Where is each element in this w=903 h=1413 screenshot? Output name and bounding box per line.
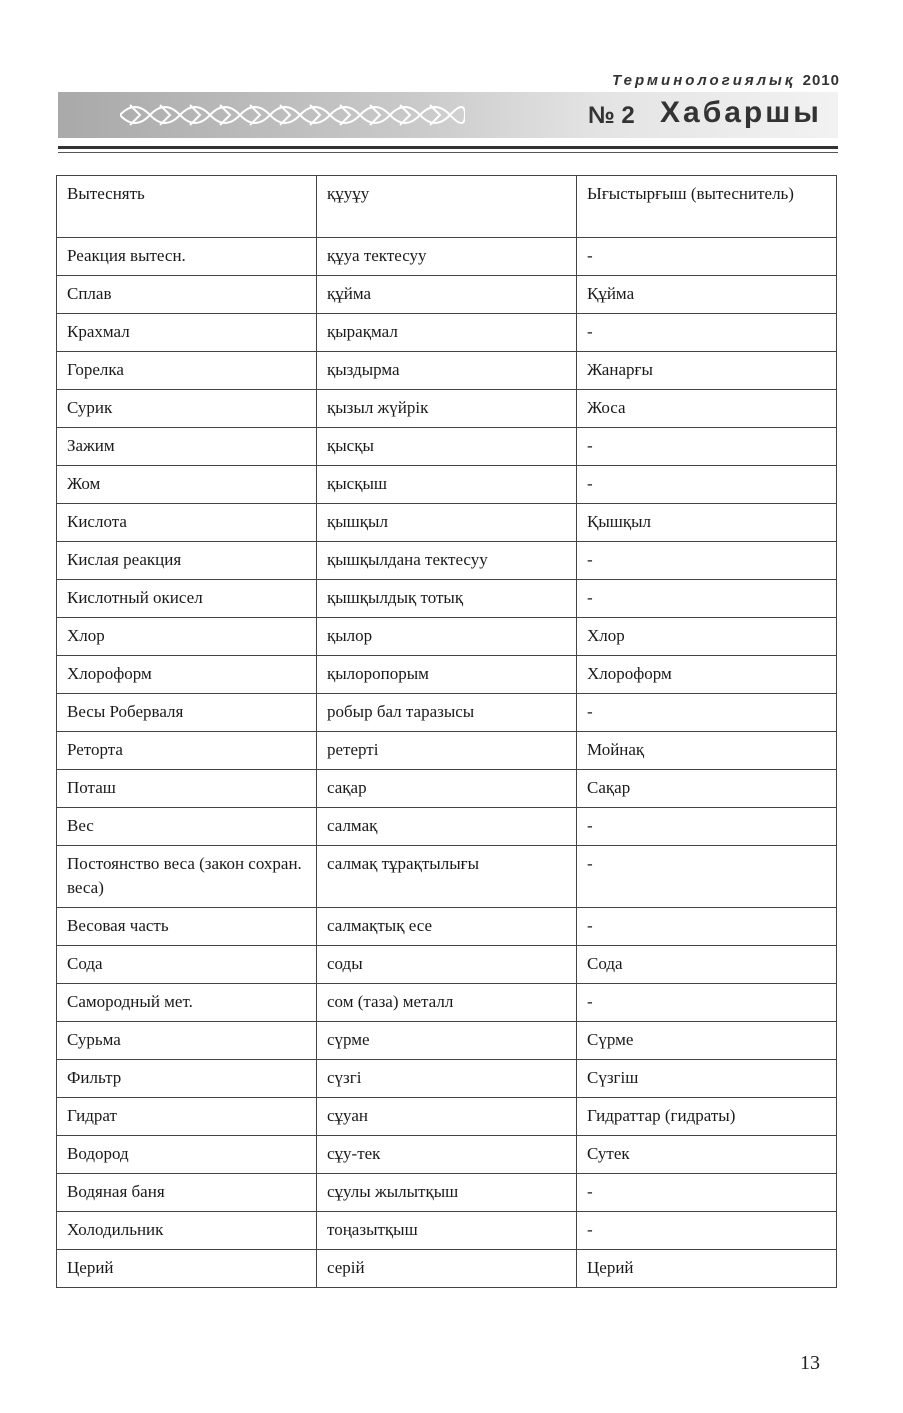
term-kazakh-old: құуа тектесуу [317,238,577,276]
page-number: 13 [800,1352,820,1374]
ornament-pattern-icon [120,97,465,133]
journal-name: Хабаршы [660,96,822,129]
term-kazakh-old: қысқыш [317,466,577,504]
term-kazakh-old: салмақ [317,808,577,846]
term-kazakh-old: сүзгі [317,1060,577,1098]
table-row [57,808,837,846]
term-kazakh-new: Сақар [577,770,837,808]
table-row [57,504,837,542]
table-row [57,908,837,946]
table-row [57,1098,837,1136]
term-kazakh-old: соды [317,946,577,984]
table-row [57,1060,837,1098]
term-kazakh-old: қышқыл [317,504,577,542]
term-kazakh-new: - [577,580,837,618]
table-row [57,1212,837,1250]
term-kazakh-new: - [577,908,837,946]
term-russian: Холодильник [57,1212,317,1250]
table-row [57,176,837,238]
term-russian: Хлор [57,618,317,656]
term-kazakh-new: - [577,1212,837,1250]
term-kazakh-new: - [577,1174,837,1212]
term-russian: Жом [57,466,317,504]
term-russian: Реторта [57,732,317,770]
term-kazakh-old: тоңазытқыш [317,1212,577,1250]
term-kazakh-new: - [577,428,837,466]
term-russian: Вытеснять [57,176,317,238]
term-kazakh-old: құуұу [317,176,577,238]
term-russian: Постоянство веса (закон сохран. веса) [57,846,317,908]
term-kazakh-new: Сутек [577,1136,837,1174]
table-row [57,428,837,466]
table-row [57,656,837,694]
header-rule-thin [58,152,838,153]
table-row [57,542,837,580]
table-row [57,314,837,352]
table-row [57,238,837,276]
term-kazakh-new: Ығыстырғыш (вытеснитель) [577,176,837,238]
term-kazakh-new: Хлор [577,618,837,656]
term-kazakh-old: сұуан [317,1098,577,1136]
term-kazakh-old: ретерті [317,732,577,770]
term-kazakh-old: қырақмал [317,314,577,352]
table-row [57,946,837,984]
term-kazakh-old: қылор [317,618,577,656]
term-russian: Фильтр [57,1060,317,1098]
term-russian: Сода [57,946,317,984]
term-kazakh-old: салмақ тұрақтылығы [317,846,577,908]
terms-table [56,175,837,1288]
term-kazakh-old: қызыл жүйрік [317,390,577,428]
term-kazakh-new: - [577,808,837,846]
table-row [57,1250,837,1288]
term-kazakh-new: Сүрме [577,1022,837,1060]
term-russian: Водяная баня [57,1174,317,1212]
table-row [57,984,837,1022]
term-kazakh-new: Құйма [577,276,837,314]
term-kazakh-new: - [577,694,837,732]
term-kazakh-new: - [577,314,837,352]
term-kazakh-old: сақар [317,770,577,808]
terms-table-body [57,176,837,1288]
term-kazakh-old: сұулы жылытқыш [317,1174,577,1212]
term-russian: Гидрат [57,1098,317,1136]
term-russian: Кислота [57,504,317,542]
term-kazakh-old: қылоропорым [317,656,577,694]
term-russian: Крахмал [57,314,317,352]
term-kazakh-new: Сүзгіш [577,1060,837,1098]
table-row [57,694,837,732]
term-kazakh-new: - [577,466,837,504]
term-kazakh-new: Жоса [577,390,837,428]
table-row [57,276,837,314]
table-row [57,732,837,770]
term-kazakh-old: салмақтық есе [317,908,577,946]
term-russian: Поташ [57,770,317,808]
term-kazakh-old: қышқылдық тотық [317,580,577,618]
term-kazakh-new: - [577,542,837,580]
table-row [57,580,837,618]
year: 2010 [802,72,840,89]
series-title [560,72,840,89]
table-row [57,1174,837,1212]
term-kazakh-new: Қышқыл [577,504,837,542]
term-kazakh-old: қысқы [317,428,577,466]
table-row [57,618,837,656]
term-russian: Кислая реакция [57,542,317,580]
term-russian: Водород [57,1136,317,1174]
term-kazakh-new: Жанарғы [577,352,837,390]
series-title-text: Терминологиялық [612,72,796,89]
term-russian: Хлороформ [57,656,317,694]
issue-number: № 2 [588,102,635,129]
header-rule-thick [58,146,838,149]
table-row [57,1022,837,1060]
term-kazakh-new: Хлороформ [577,656,837,694]
table-row [57,352,837,390]
term-kazakh-old: серій [317,1250,577,1288]
table-row [57,1136,837,1174]
term-russian: Вес [57,808,317,846]
term-kazakh-old: сүрме [317,1022,577,1060]
term-kazakh-new: - [577,984,837,1022]
term-kazakh-new: Сода [577,946,837,984]
term-kazakh-old: қышқылдана тектесуу [317,542,577,580]
table-row [57,770,837,808]
term-russian: Самородный мет. [57,984,317,1022]
term-kazakh-old: сом (таза) металл [317,984,577,1022]
term-kazakh-old: құйма [317,276,577,314]
term-russian: Зажим [57,428,317,466]
term-russian: Сплав [57,276,317,314]
term-kazakh-old: робыр бал таразысы [317,694,577,732]
term-russian: Сурьма [57,1022,317,1060]
term-russian: Церий [57,1250,317,1288]
term-russian: Реакция вытесн. [57,238,317,276]
term-kazakh-old: сұу-тек [317,1136,577,1174]
term-russian: Весовая часть [57,908,317,946]
term-russian: Кислотный окисел [57,580,317,618]
term-russian: Сурик [57,390,317,428]
term-kazakh-new: - [577,238,837,276]
table-row [57,390,837,428]
table-row [57,846,837,908]
term-kazakh-new: Церий [577,1250,837,1288]
table-row [57,466,837,504]
term-kazakh-old: қыздырма [317,352,577,390]
term-kazakh-new: Мойнақ [577,732,837,770]
term-kazakh-new: - [577,846,837,908]
term-kazakh-new: Гидраттар (гидраты) [577,1098,837,1136]
term-russian: Весы Роберваля [57,694,317,732]
term-russian: Горелка [57,352,317,390]
